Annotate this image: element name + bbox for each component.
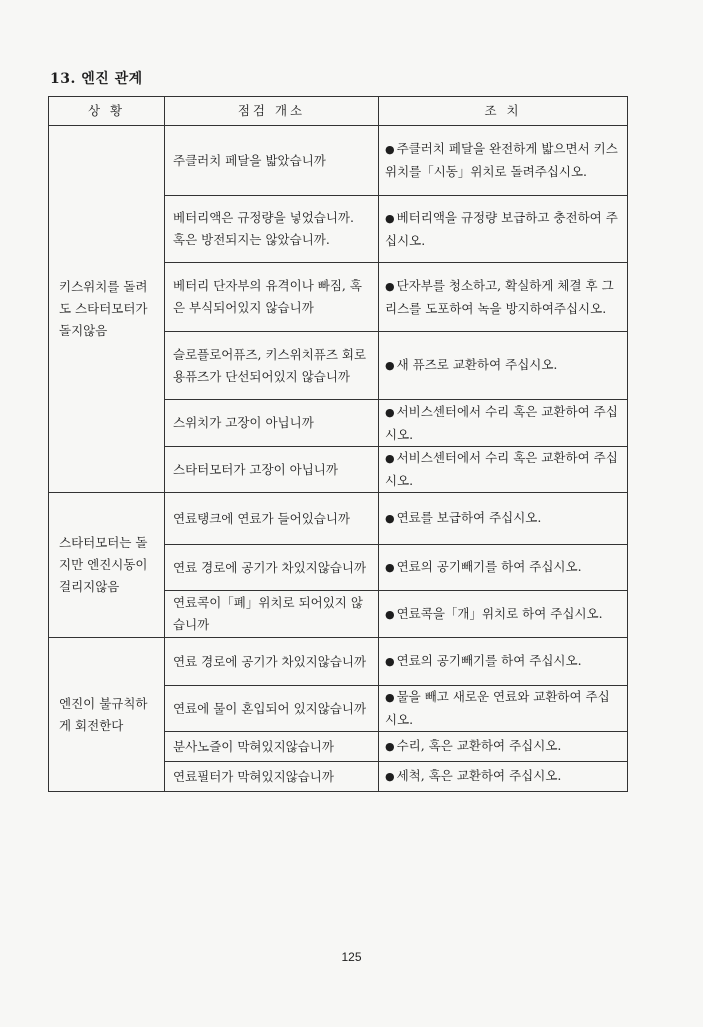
- action-cell: [379, 263, 628, 332]
- action-text: 연료를 보급하여 주십시오.: [396, 510, 542, 525]
- checkpoint-cell: 슬로플로어퓨즈, 키스위치퓨즈 회로용퓨즈가 단선되어있지 않습니까: [165, 332, 379, 400]
- action-text: 서비스센터에서 수리 혹은 교환하여 주십시오.: [385, 450, 618, 488]
- action-cell: [379, 545, 628, 591]
- table-row: [49, 638, 628, 686]
- bullet-icon: ●: [385, 607, 395, 621]
- action-text: 주클러치 페달을 완전하게 밟으면서 키스위치를「시동」위치로 돌려주십시오.: [385, 141, 618, 179]
- bullet-icon: ●: [385, 740, 395, 753]
- action-cell: [379, 332, 628, 400]
- action-cell: [379, 493, 628, 545]
- action-text: 연료의 공기빼기를 하여 주십시오.: [396, 653, 582, 668]
- action-text: 단자부를 청소하고, 확실하게 체결 후 그리스를 도포하여 녹을 방지하여주십시오.: [385, 277, 614, 316]
- checkpoint-cell: 연료에 물이 혼입되어 있지않습니까: [165, 686, 379, 732]
- table-header-row: [49, 97, 628, 126]
- header-checkpoint: 점검 개소: [165, 97, 379, 126]
- bullet-icon: ●: [385, 561, 395, 574]
- checkpoint-cell: 연료 경로에 공기가 차있지않습니까: [165, 638, 379, 686]
- action-text: 수리, 혹은 교환하여 주십시오.: [396, 738, 562, 753]
- action-cell: [379, 447, 628, 493]
- section-title: 13. 엔진 관계: [50, 71, 143, 87]
- header-action: 조 치: [379, 97, 628, 126]
- action-text: 연료콕을「개」위치로 하여 주십시오.: [396, 605, 603, 621]
- situation-cell: 스타터모터는 돌지만 엔진시동이 걸리지않음: [49, 493, 165, 638]
- action-text: 새 퓨즈로 교환하여 주십시오.: [396, 357, 558, 372]
- action-cell: [379, 638, 628, 686]
- bullet-icon: ●: [385, 452, 395, 465]
- checkpoint-cell: 분사노즐이 막혀있지않습니까: [165, 732, 379, 762]
- action-cell: [379, 591, 628, 638]
- action-cell: [379, 762, 628, 792]
- action-text: 베터리액을 규정량 보급하고 충전하여 주십시오.: [385, 209, 618, 248]
- bullet-icon: ●: [385, 359, 395, 372]
- checkpoint-cell: 연료탱크에 연료가 들어있습니까: [165, 493, 379, 545]
- bullet-icon: ●: [385, 691, 395, 704]
- action-cell: [379, 400, 628, 447]
- action-cell: [379, 732, 628, 762]
- bullet-icon: ●: [385, 143, 395, 156]
- checkpoint-cell: 주클러치 페달을 밟았습니까: [165, 126, 379, 196]
- situation-cell: 엔진이 불규칙하게 회전한다: [49, 638, 165, 792]
- checkpoint-cell: 연료콕이「폐」위치로 되어있지 않습니까: [165, 591, 379, 638]
- checkpoint-cell: 베터리 단자부의 유격이나 빠짐, 혹은 부식되어있지 않습니까: [165, 263, 379, 332]
- checkpoint-cell: 베터리액은 규정량을 넣었습니까. 혹은 방전되지는 않았습니까.: [165, 196, 379, 263]
- table-row: [49, 126, 628, 196]
- action-text: 서비스센터에서 수리 혹은 교환하여 주십시오.: [385, 403, 618, 442]
- checkpoint-cell: 연료 경로에 공기가 차있지않습니까: [165, 545, 379, 591]
- action-text: 세척, 혹은 교환하여 주십시오.: [396, 768, 562, 783]
- page-number: 125: [341, 950, 362, 964]
- table-row: [49, 493, 628, 545]
- bullet-icon: ●: [385, 655, 395, 668]
- bullet-icon: ●: [385, 512, 395, 525]
- bullet-icon: ●: [385, 211, 395, 225]
- checkpoint-cell: 연료필터가 막혀있지않습니까: [165, 762, 379, 792]
- checkpoint-cell: 스타터모터가 고장이 아닙니까: [165, 447, 379, 493]
- bullet-icon: ●: [385, 279, 395, 293]
- troubleshooting-table: [48, 96, 628, 792]
- bullet-icon: ●: [385, 770, 395, 783]
- action-cell: [379, 686, 628, 732]
- checkpoint-cell: 스위치가 고장이 아닙니까: [165, 400, 379, 447]
- situation-cell: 키스위치를 돌려도 스타터모터가 돌지않음: [49, 126, 165, 493]
- action-cell: [379, 126, 628, 196]
- header-situation: 상 황: [49, 97, 165, 126]
- bullet-icon: ●: [385, 405, 395, 419]
- action-text: 물을 빼고 새로운 연료와 교환하여 주십시오.: [385, 689, 610, 727]
- action-text: 연료의 공기빼기를 하여 주십시오.: [396, 559, 582, 574]
- action-cell: [379, 196, 628, 263]
